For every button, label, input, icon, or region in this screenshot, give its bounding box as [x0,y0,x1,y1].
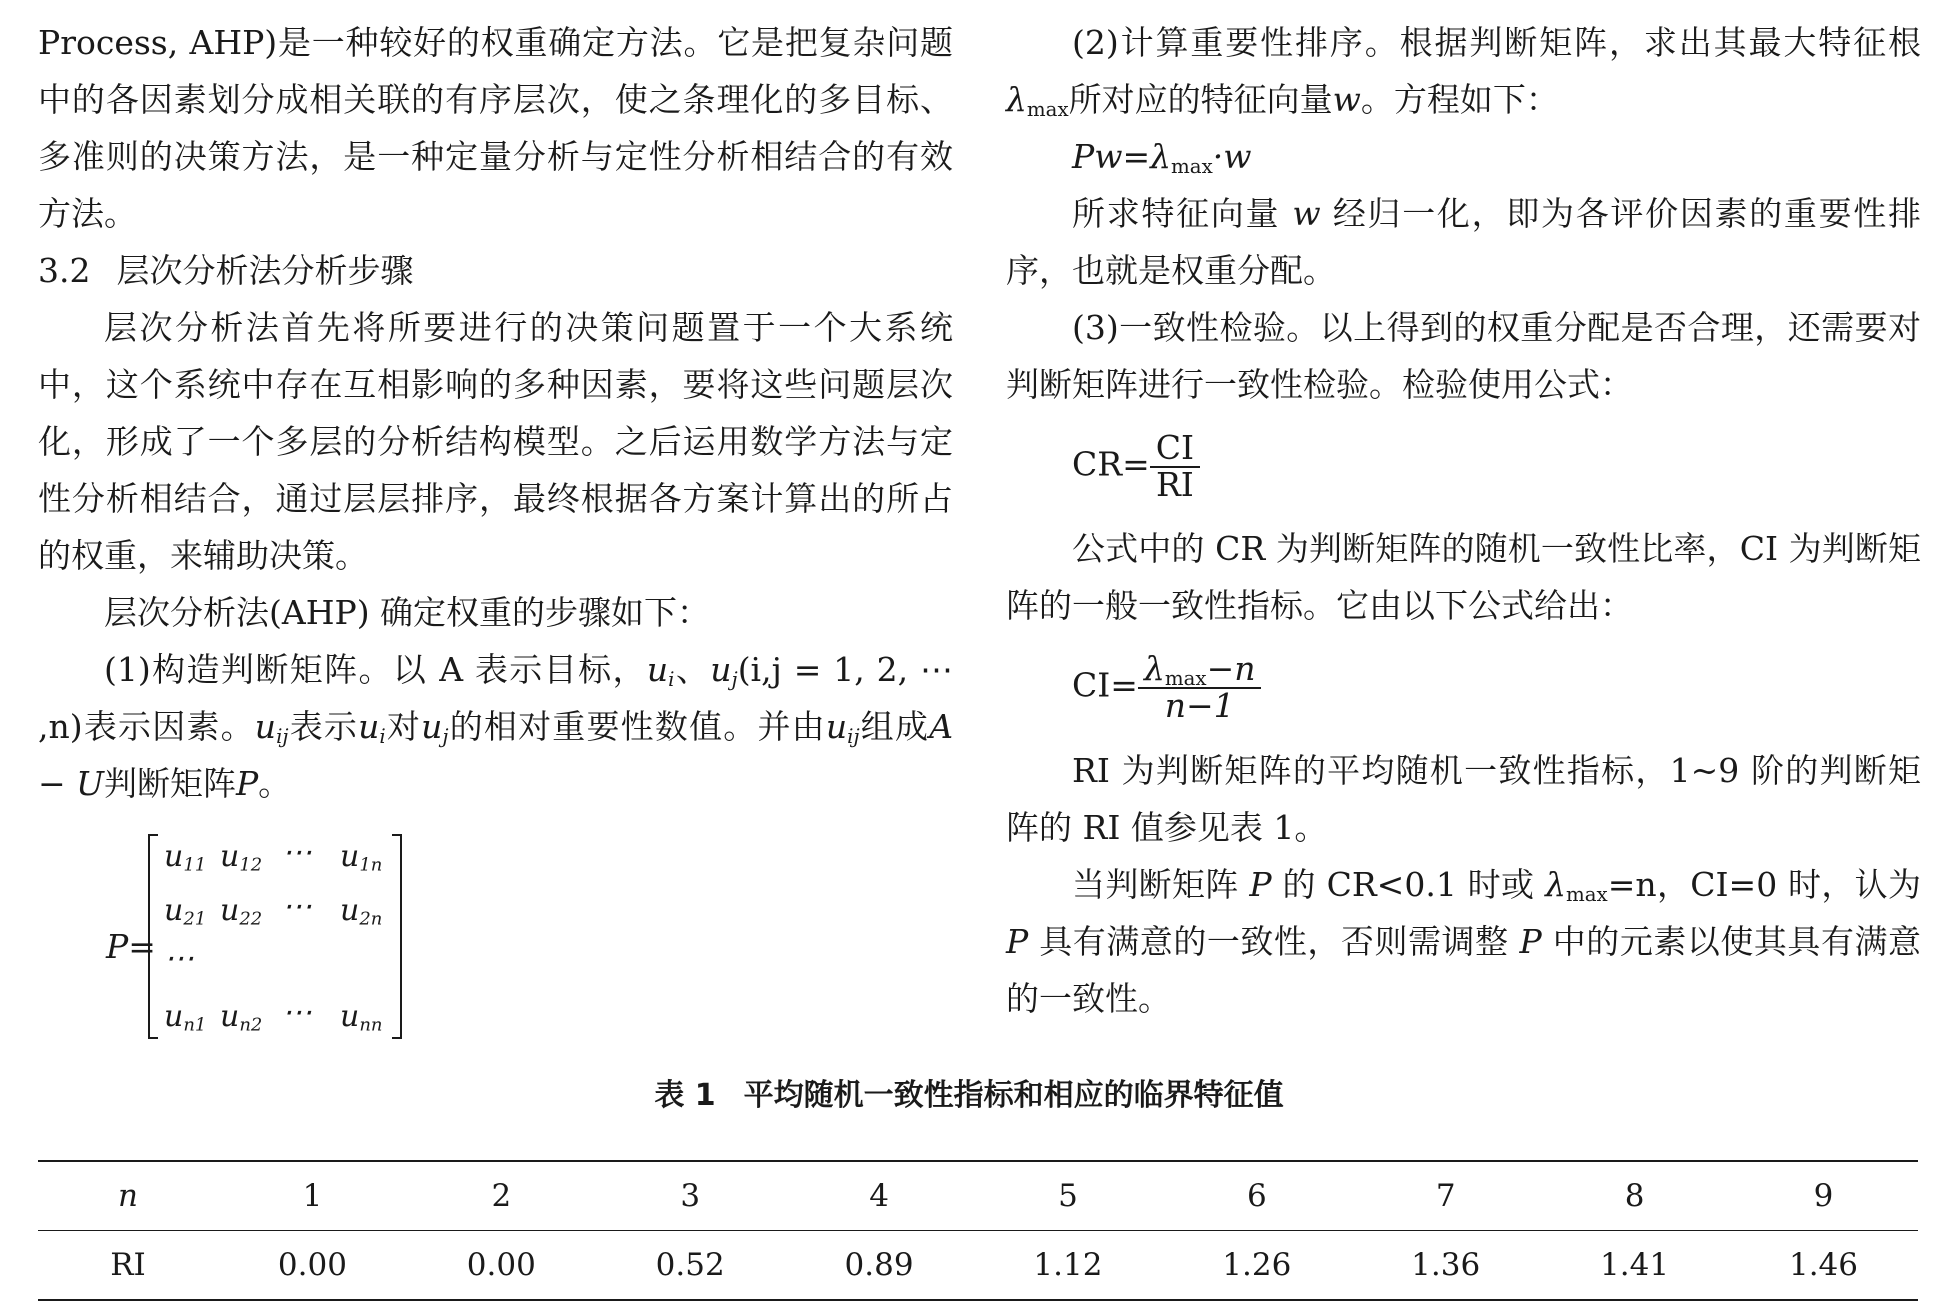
matrix-cell: $u_{11}$ [164,839,207,876]
matrix-cell: $u_{2n}$ [340,893,383,930]
judgment-matrix [38,834,953,1044]
paragraph-step-2: (2)计算重要性排序。根据判断矩阵，求出其最大特征根$\lambda_{max}$所对应的特征向量w。方程如下： [1006,23,1921,121]
formula-eigen: $Pw=\lambda_{max}\cdot w$ [1072,137,1252,178]
table-cell: 0.00 [407,1231,596,1301]
table-cell: 7 [1351,1161,1540,1231]
matrix-cell: $u_{22}$ [220,893,263,930]
paragraph-step-3: (3)一致性检验。以上得到的权重分配是否合理，还需要对判断矩阵进行一致性检验。检验使用公式： [1006,308,1921,404]
table-cell: 5 [974,1161,1163,1231]
table-cell: 1.46 [1729,1231,1918,1301]
section-title: 层次分析法分析步骤 [116,251,414,290]
matrix-cell: $u_{n2}$ [220,999,263,1036]
matrix-ellipsis: ⋯ [282,889,312,924]
paragraph-steps-intro: 层次分析法(AHP) 确定权重的步骤如下： [104,593,711,632]
table-cell: 1 [218,1161,407,1231]
paragraph-ri-explain: RI 为判断矩阵的平均随机一致性指标，1~9 阶的判断矩阵的 RI 值参见表 1。 [1006,750,1921,847]
section-number: 3.2 [38,251,91,290]
table-cell: 1.36 [1351,1231,1540,1301]
table-cell: 1.26 [1162,1231,1351,1301]
table-cell: 6 [1162,1161,1351,1231]
left-column [38,14,953,1044]
paragraph-ahp-intro: Process, AHP)是一种较好的权重确定方法。它是把复杂问题中的各因素划分成相关联的有序层次，使之条理化的多目标、多准则的决策方法，是一种定量分析与定性分析相结合的有效方法。 [38,23,953,233]
matrix-cell: $u_{1n}$ [340,839,383,876]
section-heading [38,242,953,299]
paragraph-cr-explain: 公式中的 CR 为判断矩阵的随机一致性比率，CI 为判断矩阵的一般一致性指标。它由以下公式给出： [1006,529,1921,626]
matrix-ellipsis: ⋯ [282,995,312,1030]
paragraph-normalize: 所求特征向量 w 经归一化，即为各评价因素的重要性排序，也就是权重分配。 [1006,194,1922,290]
table-cell: 0.00 [218,1231,407,1301]
matrix-ellipsis: ⋯ [282,835,312,870]
matrix-cell: $u_{12}$ [220,839,263,876]
table-row-n [38,1161,1918,1231]
ri-table [38,1160,1918,1301]
table-cell: 3 [596,1161,785,1231]
table-cell: 1.41 [1540,1231,1729,1301]
table-cell: 1.12 [974,1231,1163,1301]
formula-cr: CR= $\frac{CI}{RI}$ [1072,431,1921,502]
matrix-cell: $u_{n1}$ [164,999,207,1036]
table-cell: 9 [1729,1161,1918,1231]
matrix-cell: $u_{nn}$ [340,999,383,1036]
matrix-bracket [148,834,402,1039]
paragraph-step-1: (1)构造判断矩阵。以 A 表示目标，$u_i$、$u_j(i,j = 1$, 2, ⋯ ,n)表示因素。$u_{ij}$表示$u_i$对$u_j$的相对重要性数值。并由$u_{ij}$组成A − U判断矩阵P。 [38,650,954,803]
table-cell: 0.89 [785,1231,974,1301]
table-cell: 0.52 [596,1231,785,1301]
right-column [1006,14,1921,1027]
matrix-cell: $u_{21}$ [164,893,207,930]
table-cell: 8 [1540,1161,1729,1231]
table-row-ri [38,1231,1918,1301]
table-cell: 4 [785,1161,974,1231]
formula-ci: CI= $\frac{\lambda_{max}-n}{n-1}$ [1072,652,1921,723]
matrix-ellipsis: ⋯ [164,941,194,976]
table-cell-header: n [38,1161,218,1231]
table-cell-header: RI [38,1231,218,1301]
paragraph-consistency-criterion: 当判断矩阵 P 的 CR<0.1 时或 $\lambda_{max}=n$，CI=0 时，认为 P 具有满意的一致性，否则需调整 P 中的元素以使其具有满意的一致性。 [1006,864,1921,1018]
table-cell: 2 [407,1161,596,1231]
paragraph-ahp-overview: 层次分析法首先将所要进行的决策问题置于一个大系统中，这个系统中存在互相影响的多种因素，要将这些问题层次化，形成了一个多层的分析结构模型。之后运用数学方法与定性分析相结合，通过层层排序，最终根据各方案计算出的所占的权重，来辅助决策。 [38,308,953,575]
table-caption: 表 1 平均随机一致性指标和相应的临界特征值 [654,1078,1284,1113]
matrix-label: P= [106,927,156,966]
